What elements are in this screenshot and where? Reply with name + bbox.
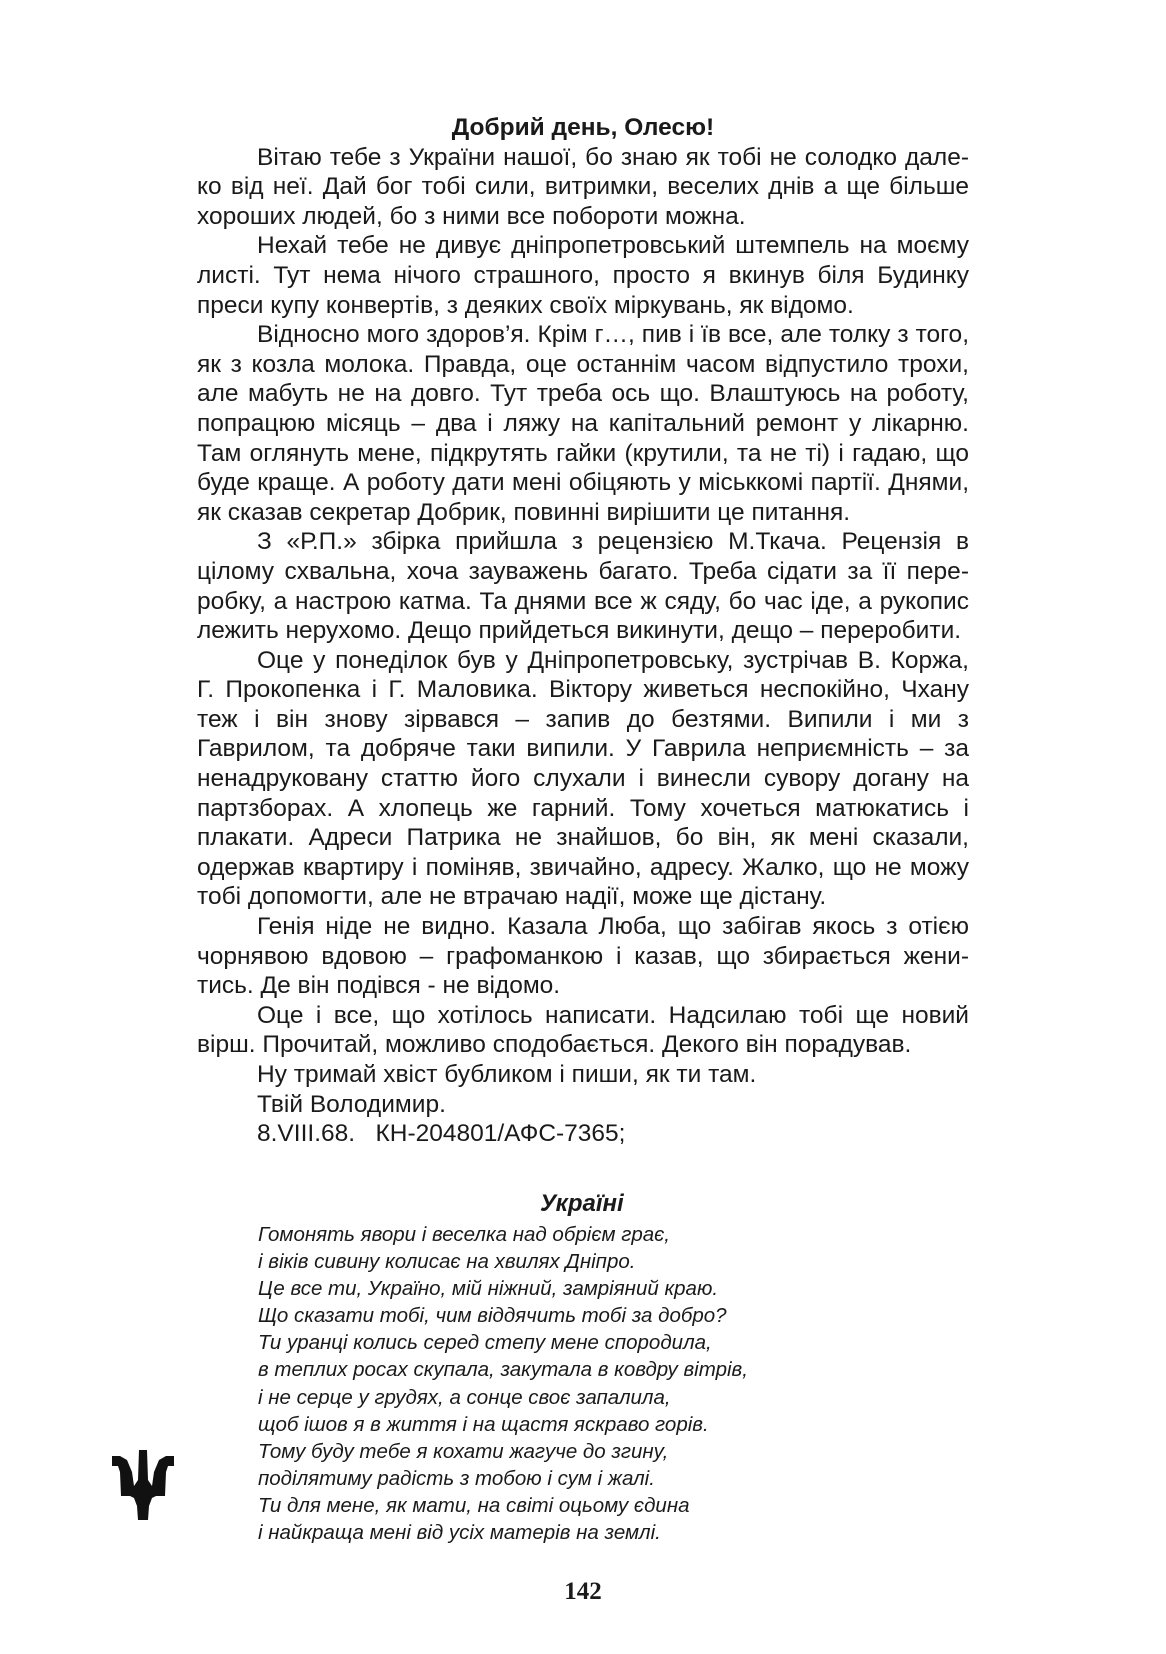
letter-paragraph: Оце і все, що хотілось написати. Надсилаю тобі ще новий вірш. Прочитай, можливо сподобається. Декого він порадував. <box>197 1001 969 1059</box>
poem-line: Що сказати тобі, чим віддячить тобі за добро? <box>258 1304 727 1328</box>
letter-paragraph: Відносно мого здоров’я. Крім г…, пив і їв все, але толку з того, як з козла молока. Правда, оце останнім часом відпустило трохи, але мабуть не на довго. Тут треба ось що. Влаштуюсь на роботу, попрацюю місяць – два і ляжу на капітальний ремонт у лікарню. Там оглянуть мене, підкрутять гайки (крутили, та не ті) і гадаю, що буде краще. А роботу дати мені обіцяють у міськкомі партії. Днями, як сказав секретар Добрик, повинні вирішити це питання. <box>197 321 969 526</box>
letter-paragraph: Генія ніде не видно. Казала Люба, що забігав якось з отією чорнявою вдовою – графоманкою і казав, що збирається женитись. Де він подівся - не відомо. <box>197 913 969 1000</box>
letter-closing: Ну тримай хвіст бубликом і пиши, як ти там. <box>257 1061 757 1088</box>
page-number: 142 <box>564 1578 602 1605</box>
trident-mark-icon <box>112 1450 174 1520</box>
poem-line: і найкраща мені від усіх матерів на землі. <box>258 1521 661 1545</box>
poem-line: Тому буду тебе я кохати жагуче до згину, <box>258 1439 669 1463</box>
letter-paragraph: З «Р.П.» збірка прийшла з рецензією М.Ткача. Рецензія в цілому схвальна, хоча зауважень багато. Треба сідати за її переробку, а настрою катма. Та днями все ж сяду, бо час іде, а рукопис лежить нерухомо. Дещо прийдеться викинути, дещо – переробити. <box>197 528 969 645</box>
letter-greeting: Добрий день, Олесю! <box>451 114 715 141</box>
letter-paragraph: Вітаю тебе з України нашої, бо знаю як тобі не солодко далеко від неї. Дай бог тобі сили, витримки, веселих днів а ще більше хороших людей, бо з ними все побороти можна. <box>197 143 969 230</box>
poem-line: поділятиму радість з тобою і сум і жалі. <box>258 1466 655 1490</box>
poem-line: Ти уранці колись серед степу мене спородила, <box>258 1331 712 1355</box>
letter-date-line: 8.VIII.68. КН-204801/АФС-7365; <box>257 1120 626 1148</box>
poem-line: щоб ішов я в життя і на щастя яскраво горів. <box>258 1412 709 1436</box>
letter-paragraph: Нехай тебе не дивує дніпропетровський штемпель на моєму листі. Тут нема нічого страшного, просто я вкинув біля Будинку преси купу конвертів, з деяких своїх міркувань, як відомо. <box>197 232 969 319</box>
poem <box>258 1221 898 1546</box>
letter-paragraph: Оце у понеділок був у Дніпропетровську, зустрічав В. Коржа, Г. Прокопенка і Г. Маловика. Віктору живеться неспокійно, Чхану теж і він знову зірвався – запив до безтями. Випили і ми з Гаврилом, та добряче таки випили. У Гаврила неприємність – за ненадруковану статтю його слухали і винесли сувору догану на партзборах. А хлопець же гарний. Тому хочеться матюкатись і плакати. Адреси Патрика не знайшов, бо він, як мені сказали, одержав квартиру і поміняв, звичайно, адресу. Жалко, що не можу тобі допомогти, але не втрачаю надії, може ще дістану. <box>197 646 969 911</box>
poem-title: Україні <box>540 1190 624 1217</box>
poem-line: Це все ти, Україно, мій ніжний, замріяний краю. <box>258 1277 719 1301</box>
poem-line: в теплих росах скупала, закутала в ковдру вітрів, <box>258 1358 748 1382</box>
poem-line: Ти для мене, як мати, на світі оцьому єдина <box>258 1493 690 1517</box>
poem-line: і не серце у грудях, а сонце своє запалила, <box>258 1385 671 1409</box>
poem-line: Гомонять явори і веселка над обрієм грає, <box>258 1223 670 1246</box>
letter <box>197 113 969 1149</box>
poem-line: і віків сивину колисає на хвилях Дніпро. <box>258 1250 636 1274</box>
letter-signature: Твій Володимир. <box>257 1090 446 1118</box>
